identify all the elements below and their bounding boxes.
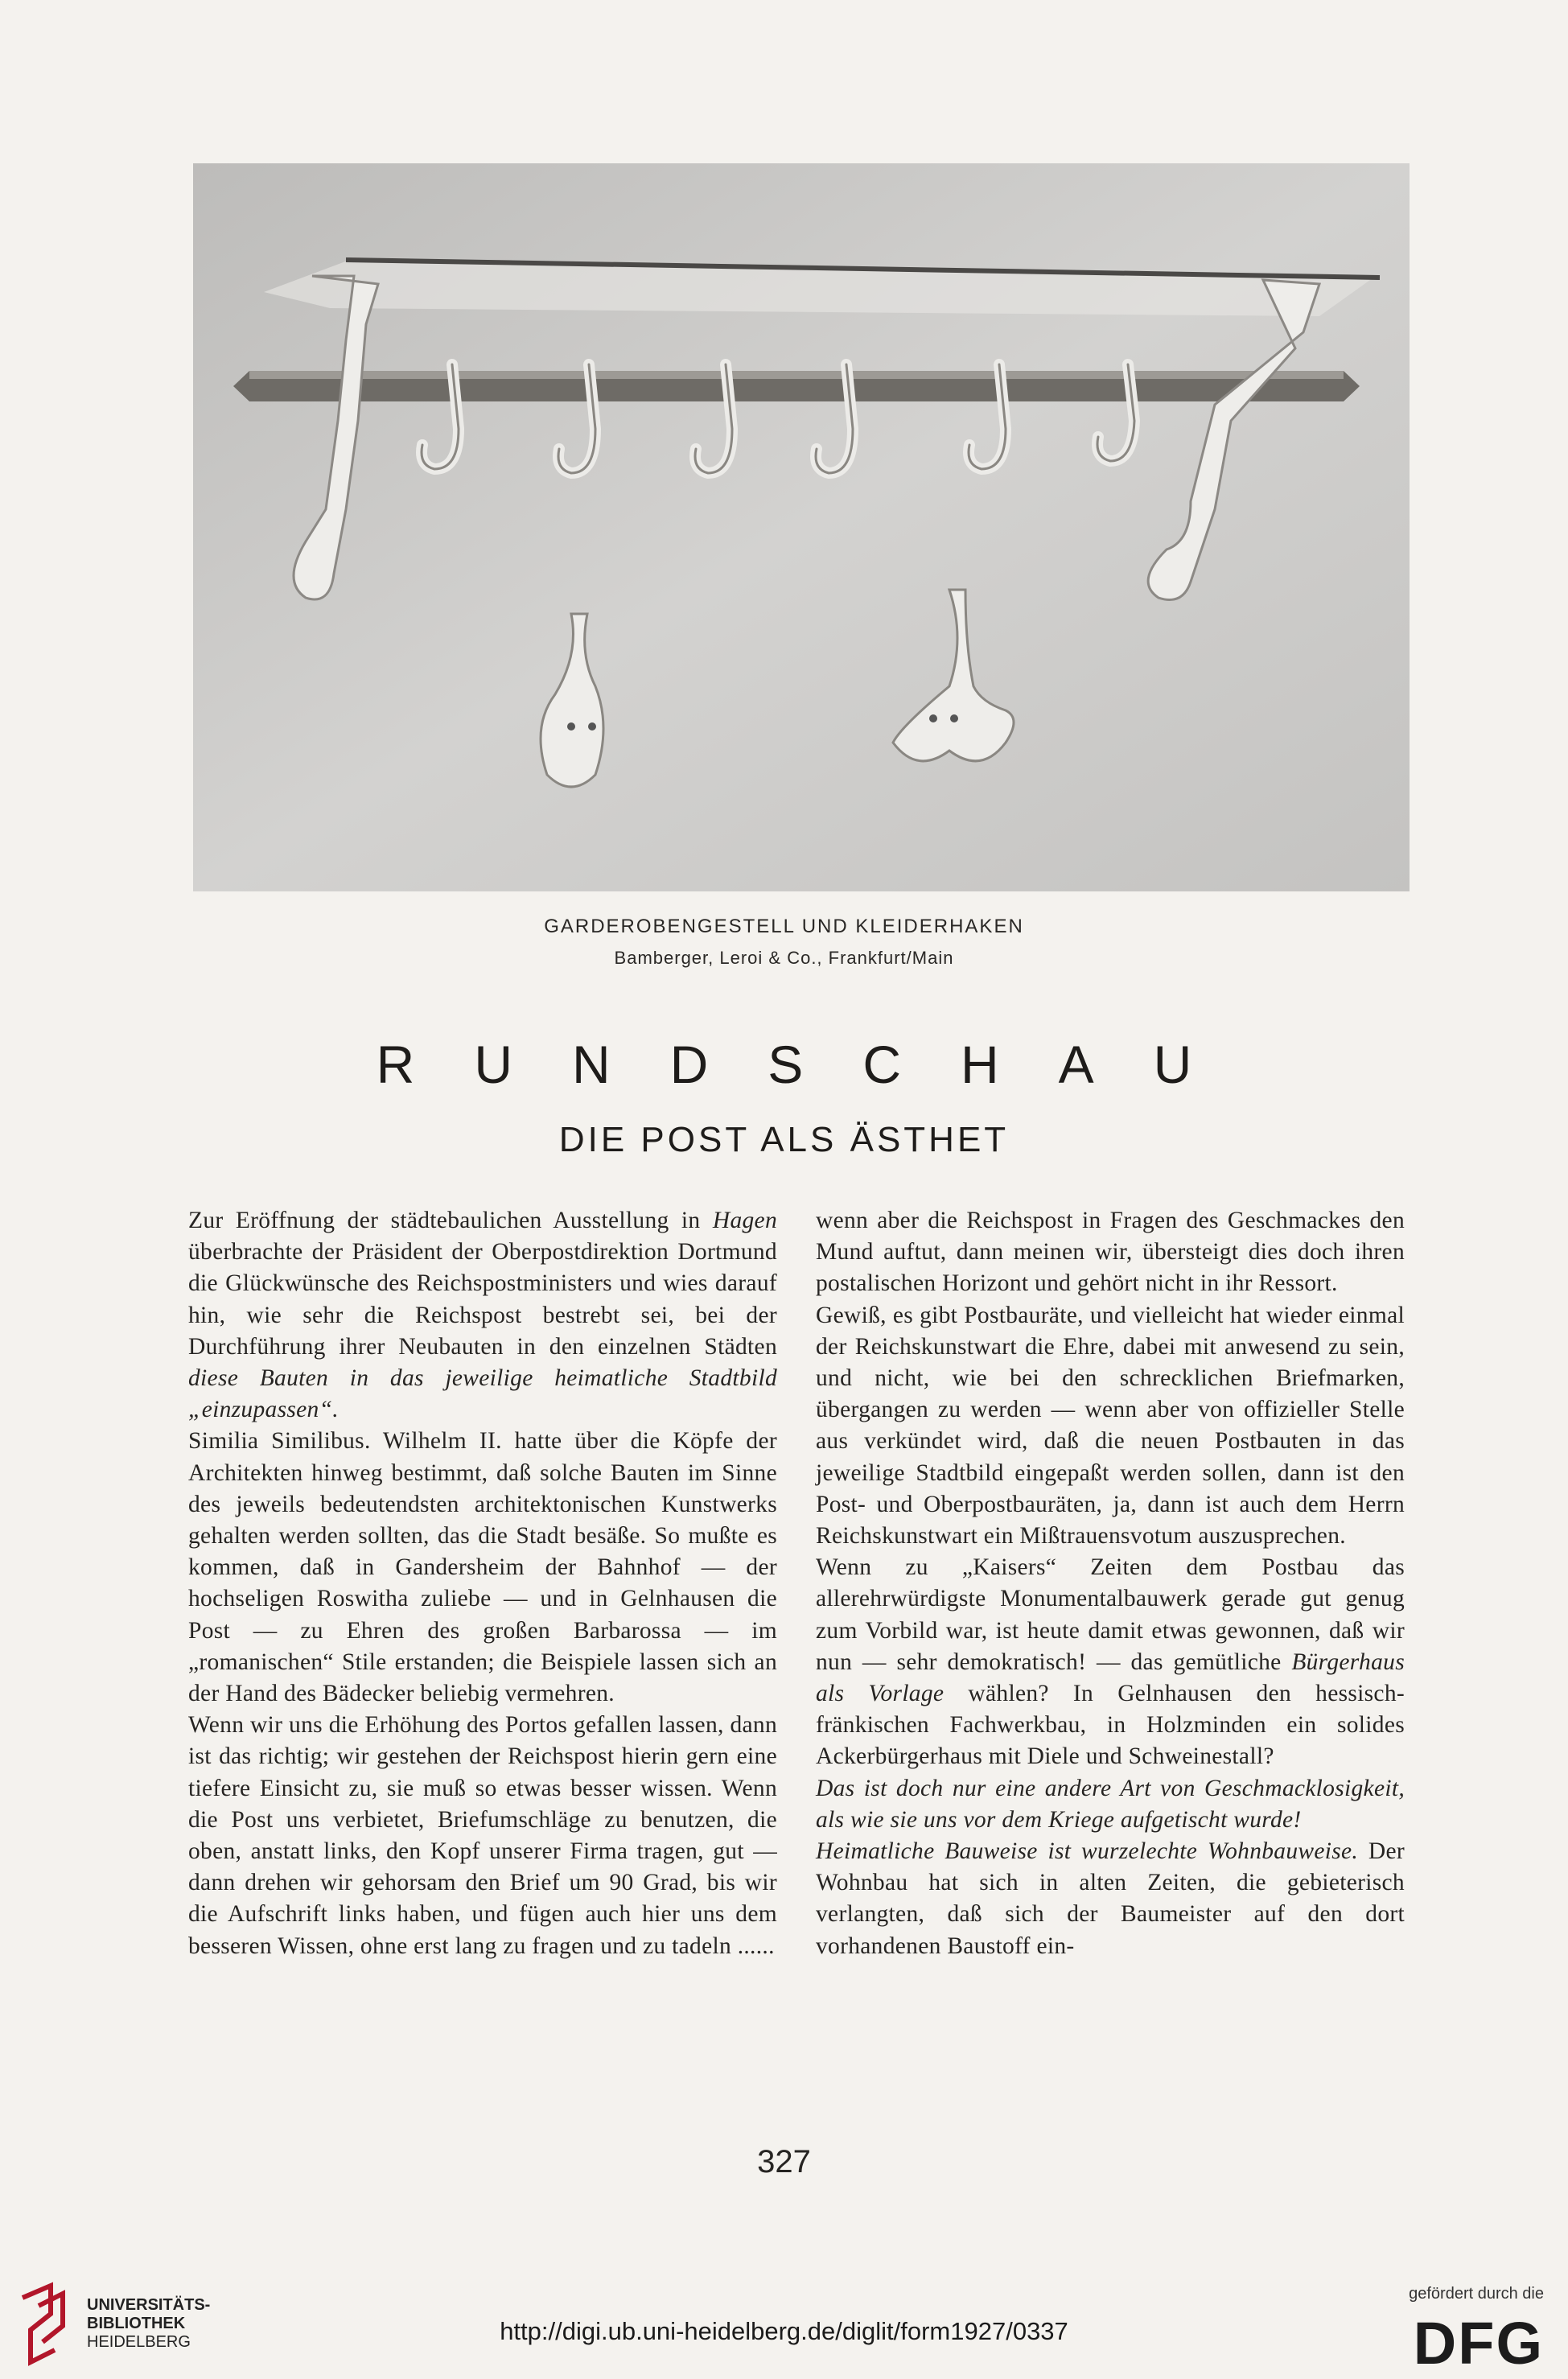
figure-caption-title: GARDEROBENGESTELL UND KLEIDERHAKEN <box>544 916 1024 937</box>
emphasis-run: diese Bauten in das jeweilige heimatliche Stadtbild „einzupassen“. <box>188 1365 777 1423</box>
library-name-line: HEIDELBERG <box>87 2333 191 2351</box>
text-run: wählen? In Gelnhausen den hessisch-fränkischen Fachwerkbau, in Holzminden ein solides Ackerbürgerhaus mit Diele und Schweinestall? <box>816 1681 1405 1770</box>
left-paragraph-3: Wenn wir uns die Erhöhung des Portos gefallen lassen, dann ist das richtig; wir gestehen der Reichspost hierin gern eine tiefere Einsicht zu, sie muß so etwas besser wissen. Wenn die Post uns verbietet, Briefumschläge zu benutzen, die oben, anstatt links, den Kopf unserer Firma tragen, gut — dann drehen wir gehorsam den Brief um 90 Grad, bis wir die Aufschrift links haben, und fügen auch hier uns dem besseren Wissen, ohne erst lang zu fragen und zu tadeln ...... <box>188 1712 777 1959</box>
text-run: Der Wohnbau hat sich in alten Zeiten, die gebieterisch verlangten, daß sich der Baumeister auf den dort vorhandenen Baustoff ein- <box>816 1838 1405 1959</box>
emphasis-run: Bürgerhaus als Vorlage <box>816 1648 1405 1707</box>
figure-caption-credit: Bamberger, Leroi & Co., Frankfurt/Main <box>614 948 954 968</box>
left-paragraph-1 <box>188 1205 777 1426</box>
footer-bar <box>0 2258 1568 2379</box>
section-heading: RUNDSCHAU <box>376 1035 1252 1094</box>
coat-rack-photo <box>193 163 1410 891</box>
coat-rack-illustration <box>193 163 1410 891</box>
right-paragraph-4 <box>816 1773 1405 1836</box>
dfg-logo: DFG <box>1413 2310 1544 2377</box>
emphasis-run: Heimatliche Bauweise ist wurzelechte Wohnbauweise. <box>816 1838 1359 1865</box>
page-number: 327 <box>757 2144 811 2179</box>
funding-note: gefördert durch die <box>1409 2285 1544 2303</box>
right-paragraph-2: Gewiß, es gibt Postbauräte, und vielleicht hat wieder einmal der Reichskunstwart die Ehre, dabei mit anwesend zu sein, und nicht, wie bei den schrecklichen Briefmarken, übergangen zu werden — wenn aber von offizieller Stelle aus verkündet wird, daß die neuen Postbauten in das jeweilige Stadtbild eingepaßt werden sollen, dann ist den Post- und Oberpostbauräten, ja, dann ist auch dem Herrn Reichskunstwart ein Mißtrauensvotum auszusprechen. <box>816 1302 1405 1550</box>
library-name-line: UNIVERSITÄTS- <box>87 2296 211 2314</box>
text-run: Zur Eröffnung der städtebaulichen Ausstellung in <box>188 1208 713 1233</box>
right-paragraph-3 <box>816 1552 1405 1772</box>
article-title: DIE POST ALS ÄSTHET <box>558 1120 1010 1159</box>
text-run: überbrachte der Präsident der Oberpostdirektion Dortmund die Glückwünsche des Reichspostministers und wies darauf hin, wie sehr die Reichspost bestrebt sei, bei der Durchführung ihrer Neubauten in den einzelnen Städten <box>188 1239 777 1360</box>
left-paragraph-2: Similia Similibus. Wilhelm II. hatte über die Köpfe der Architekten hinweg bestimmt, daß solche Bauten im Sinne des jeweils bedeutendsten architektonischen Kunstwerks gehalten werden sollten, das die Stadt besäße. So mußte es kommen, daß in Gandersheim der Bahnhof — der hochseligen Roswitha zuliebe — und in Gelnhausen die Post — zu Ehren des großen Barbarossa — im „romanischen“ Stile erstanden; die Beispiele lassen sich an der Hand des Bädecker beliebig vermehren. <box>188 1428 777 1707</box>
left-column <box>188 1205 777 1962</box>
right-paragraph-5 <box>816 1836 1405 1962</box>
emphasis-run: Das ist doch nur eine andere Art von Geschmacklosigkeit, als wie sie uns vor dem Kriege aufgetischt wurde! <box>816 1775 1405 1833</box>
library-name-line: BIBLIOTHEK <box>87 2315 186 2332</box>
right-paragraph-1: wenn aber die Reichspost in Fragen des Geschmackes den Mund auftut, dann meinen wir, übersteigt dies doch ihren postalischen Horizont und gehört nicht in ihr Ressort. <box>816 1208 1405 1297</box>
right-column <box>816 1205 1405 1962</box>
source-url-link[interactable]: http://digi.ub.uni-heidelberg.de/diglit/form1927/0337 <box>500 2317 1068 2345</box>
text-run: Wenn zu „Kaisers“ Zeiten dem Postbau das allerehrwürdigste Monumentalbauwerk gerade gut genug zum Vorbild war, ist heute damit etwas gewonnen, daß wir nun — sehr demokratisch! — das gemütliche <box>816 1554 1405 1675</box>
emphasis-run: Hagen <box>712 1208 777 1233</box>
